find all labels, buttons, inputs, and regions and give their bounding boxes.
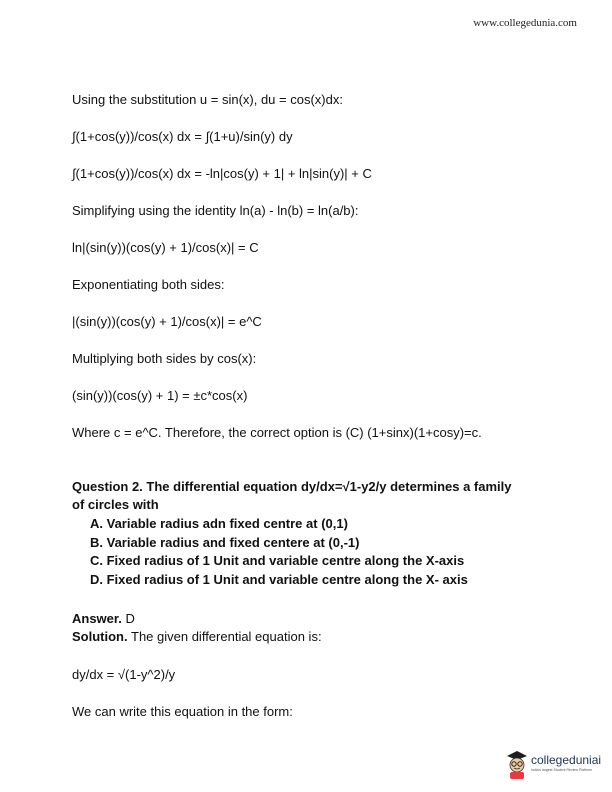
solution-text: The given differential equation is: — [131, 629, 322, 644]
text-line: Simplifying using the identity ln(a) - ln(b) = ln(a/b): — [72, 203, 359, 218]
option-a: A. Variable radius adn fixed centre at (0,1) — [90, 516, 348, 531]
answer-label: Answer. — [72, 611, 122, 626]
logo-text: collegeduniai — [531, 753, 602, 767]
text-line: ln|(sin(y))(cos(y) + 1)/cos(x)| = C — [72, 240, 259, 255]
solution-line — [72, 629, 322, 644]
option-c: C. Fixed radius of 1 Unit and variable centre along the X-axis — [90, 553, 465, 568]
closing-line: We can write this equation in the form: — [72, 704, 293, 719]
header-url: www.collegedunia.com — [473, 17, 577, 29]
equation-line: dy/dx = √(1-y^2)/y — [72, 667, 176, 682]
text-line: Exponentiating both sides: — [72, 277, 225, 292]
logo-tagline: India's largest Student Review Platform — [531, 768, 592, 772]
text-line: (sin(y))(cos(y) + 1) = ±c*cos(x) — [72, 388, 248, 403]
text-line: |(sin(y))(cos(y) + 1)/cos(x)| = e^C — [72, 314, 262, 329]
solution-label: Solution. — [72, 629, 128, 644]
text-line: Where c = e^C. Therefore, the correct option is (C) (1+sinx)(1+cosy)=c. — [72, 425, 482, 440]
text-line: ∫(1+cos(y))/cos(x) dx = -ln|cos(y) + 1| + ln|sin(y)| + C — [72, 166, 372, 181]
answer-line — [72, 611, 135, 626]
text-line: Using the substitution u = sin(x), du = cos(x)dx: — [72, 92, 343, 107]
option-d: D. Fixed radius of 1 Unit and variable centre along the X- axis — [90, 571, 468, 587]
option-b: B. Variable radius and fixed centere at (0,-1) — [90, 534, 360, 550]
text-line: ∫(1+cos(y))/cos(x) dx = ∫(1+u)/sin(y) dy — [72, 129, 293, 144]
text-line: Multiplying both sides by cos(x): — [72, 351, 257, 366]
mascot-icon — [505, 748, 529, 780]
question-text: Question 2. The differential equation dy/dx=√1-y2/y determines a family of circles with — [72, 479, 512, 512]
answer-value: D — [125, 611, 135, 626]
question-options — [90, 515, 468, 589]
collegedunia-logo — [505, 748, 605, 782]
